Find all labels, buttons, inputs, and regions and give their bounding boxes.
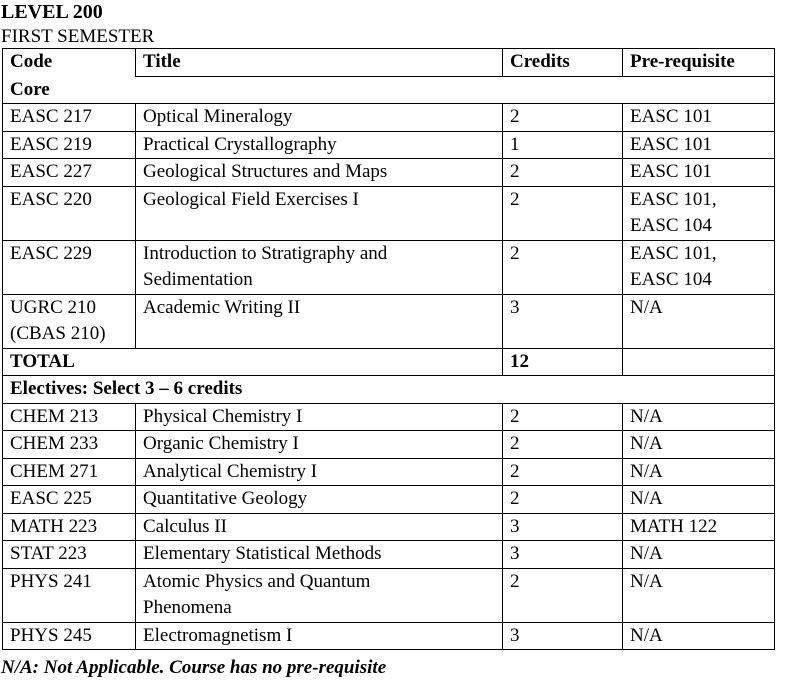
electives-course-row <box>3 431 775 459</box>
course-title: Quantitative Geology <box>136 486 503 514</box>
course-code: EASC 225 <box>3 486 136 514</box>
course-title: Organic Chemistry I <box>136 431 503 459</box>
course-credits: 2 <box>503 486 623 514</box>
course-code: EASC 219 <box>3 131 136 159</box>
total-label: TOTAL <box>3 348 503 376</box>
level-heading: LEVEL 200 <box>1 1 103 23</box>
course-code: PHYS 241 <box>3 568 136 622</box>
course-title: Geological Structures and Maps <box>136 159 503 187</box>
course-title: Academic Writing II <box>136 294 503 348</box>
course-prerequisite: EASC 101 <box>623 104 775 132</box>
course-prerequisite: N/A <box>623 568 775 622</box>
course-prerequisite: EASC 101 <box>623 159 775 187</box>
electives-course-row <box>3 486 775 514</box>
course-credits: 2 <box>503 568 623 622</box>
course-title: Elementary Statistical Methods <box>136 541 503 569</box>
core-course-row <box>3 240 775 294</box>
course-credits: 3 <box>503 622 623 650</box>
column-header-credits: Credits <box>503 49 623 77</box>
course-code: PHYS 245 <box>3 622 136 650</box>
course-title: Geological Field Exercises I <box>136 186 503 240</box>
course-credits: 3 <box>503 513 623 541</box>
course-code: EASC 220 <box>3 186 136 240</box>
electives-course-row <box>3 622 775 650</box>
course-code: STAT 223 <box>3 541 136 569</box>
column-header-code: Code <box>3 49 136 77</box>
course-prerequisite: N/A <box>623 622 775 650</box>
course-prerequisite: N/A <box>623 403 775 431</box>
course-credits: 3 <box>503 294 623 348</box>
header-row <box>3 49 775 77</box>
course-prerequisite: EASC 101, EASC 104 <box>623 186 775 240</box>
course-title: Physical Chemistry I <box>136 403 503 431</box>
course-title: Introduction to Stratigraphy and Sedimentation <box>136 240 503 294</box>
course-code: CHEM 271 <box>3 458 136 486</box>
electives-course-row <box>3 513 775 541</box>
core-course-row <box>3 104 775 132</box>
electives-section-row <box>3 376 775 404</box>
electives-section-label: Electives: Select 3 – 6 credits <box>3 376 775 404</box>
course-prerequisite: N/A <box>623 541 775 569</box>
course-code: MATH 223 <box>3 513 136 541</box>
course-credits: 3 <box>503 541 623 569</box>
electives-course-row <box>3 458 775 486</box>
course-code: EASC 227 <box>3 159 136 187</box>
course-title: Calculus II <box>136 513 503 541</box>
core-course-row <box>3 159 775 187</box>
course-title: Electromagnetism I <box>136 622 503 650</box>
course-prerequisite: EASC 101, EASC 104 <box>623 240 775 294</box>
course-credits: 2 <box>503 240 623 294</box>
total-row <box>3 348 775 376</box>
course-prerequisite: N/A <box>623 294 775 348</box>
course-prerequisite: N/A <box>623 486 775 514</box>
course-code: CHEM 233 <box>3 431 136 459</box>
course-prerequisite: MATH 122 <box>623 513 775 541</box>
course-title: Atomic Physics and Quantum Phenomena <box>136 568 503 622</box>
course-credits: 2 <box>503 186 623 240</box>
column-header-prerequisite: Pre-requisite <box>623 49 775 77</box>
core-section-label: Core <box>3 76 775 104</box>
course-credits: 2 <box>503 403 623 431</box>
semester-heading: FIRST SEMESTER <box>1 26 155 47</box>
course-table <box>2 48 775 650</box>
course-code: CHEM 213 <box>3 403 136 431</box>
course-title: Optical Mineralogy <box>136 104 503 132</box>
electives-course-row <box>3 541 775 569</box>
course-credits: 2 <box>503 104 623 132</box>
column-header-title: Title <box>136 49 503 77</box>
course-credits: 2 <box>503 159 623 187</box>
core-course-row <box>3 186 775 240</box>
footnote: N/A: Not Applicable. Course has no pre-requisite <box>1 657 387 678</box>
course-title: Practical Crystallography <box>136 131 503 159</box>
electives-course-row <box>3 568 775 622</box>
electives-course-row <box>3 403 775 431</box>
total-credits: 12 <box>503 348 623 376</box>
course-code: EASC 217 <box>3 104 136 132</box>
core-course-row <box>3 131 775 159</box>
course-prerequisite: N/A <box>623 431 775 459</box>
course-credits: 1 <box>503 131 623 159</box>
course-prerequisite: N/A <box>623 458 775 486</box>
course-title: Analytical Chemistry I <box>136 458 503 486</box>
course-code: EASC 229 <box>3 240 136 294</box>
course-credits: 2 <box>503 431 623 459</box>
core-course-row <box>3 294 775 348</box>
course-credits: 2 <box>503 458 623 486</box>
course-prerequisite: EASC 101 <box>623 131 775 159</box>
core-section-row <box>3 76 775 104</box>
course-code: UGRC 210 (CBAS 210) <box>3 294 136 348</box>
total-prerequisite-empty <box>623 348 775 376</box>
